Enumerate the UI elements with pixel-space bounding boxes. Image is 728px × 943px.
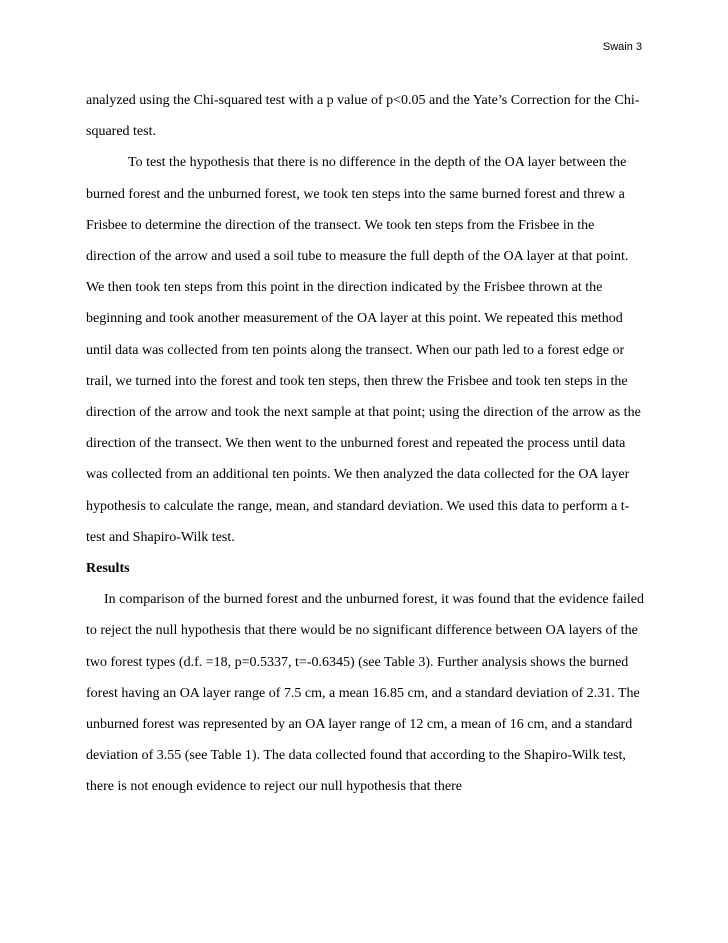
results-heading: Results (86, 561, 130, 577)
methods-continuation-paragraph: analyzed using the Chi-squared test with a p value of p<0.05 and the Yate’s Correction for the Chi-squared test. (86, 93, 640, 140)
methods-oa-layer-paragraph: To test the hypothesis that there is no difference in the depth of the OA layer between the burned forest and the unburned forest, we took ten steps into the same burned forest and threw a Frisbee to determine the direction of the transect. We took ten steps from the Frisbee in the direction of the arrow and used a soil tube to measure the full depth of the OA layer at that point. We then took ten steps from this point in the direction indicated by the Frisbee thrown at the beginning and took another measurement of the OA layer at this point. We repeated this method until data was collected from ten points along the transect. When our path led to a forest edge or trail, we turned into the forest and took ten steps, then threw the Frisbee and took ten steps in the direction of the arrow and took the next sample at that point; using the direction of the arrow as the direction of the transect. We then went to the unburned forest and repeated the process until data was collected from an additional ten points. We then analyzed the data collected for the OA layer hypothesis to calculate the range, mean, and standard deviation. We used this data to perform a t-test and Shapiro-Wilk test. (86, 155, 641, 545)
results-paragraph: In comparison of the burned forest and the unburned forest, it was found that the evidence failed to reject the null hypothesis that there would be no significant difference between OA layers of the two forest types (d.f. =18, p=0.5337, t=-0.6345) (see Table 3). Further analysis shows the burned forest having an OA layer range of 7.5 cm, a mean 16.85 cm, and a standard deviation of 2.31. The unburned forest was represented by an OA layer range of 12 cm, a mean of 16 cm, and a standard deviation of 3.55 (see Table 1). The data collected found that according to the Shapiro-Wilk test, there is not enough evidence to reject our null hypothesis that there (86, 592, 644, 795)
document-body (86, 85, 646, 803)
running-head: Swain 3 (602, 41, 642, 53)
